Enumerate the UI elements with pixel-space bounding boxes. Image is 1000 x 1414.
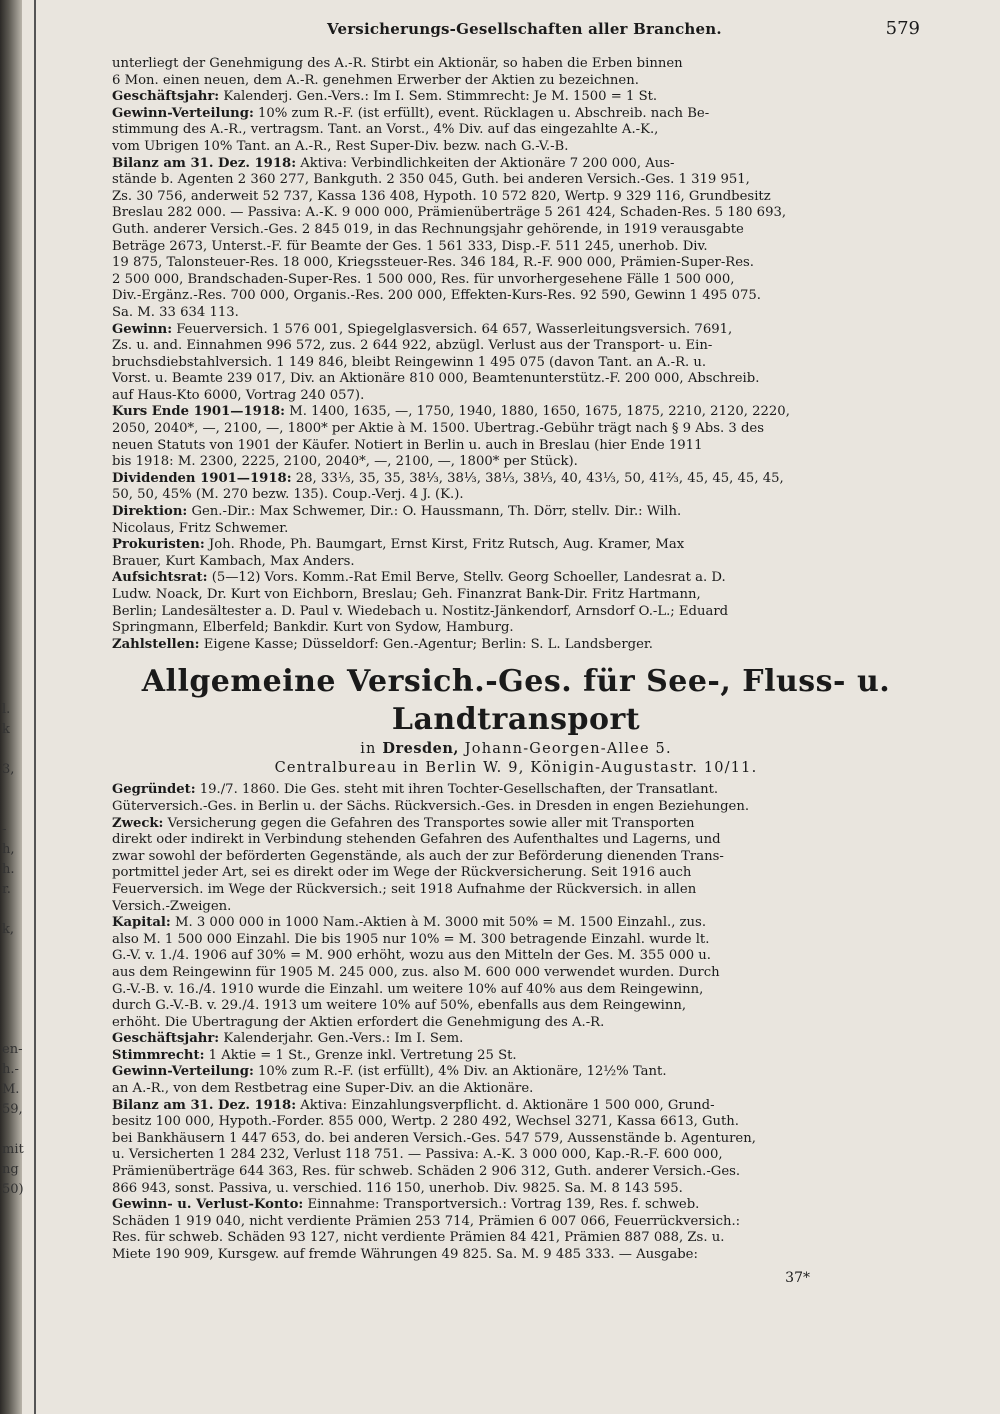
company-title: Allgemeine Versich.-Ges. für See-, Fluss- u. Landtransport <box>141 664 891 738</box>
text-line: Nicolaus, Fritz Schwemer. <box>112 520 289 536</box>
margin-fragment <box>2 1000 26 1020</box>
margin-fragment: 50) <box>2 1182 24 1197</box>
margin-fragment: l. <box>2 702 11 717</box>
text-line: Versich.-Zweigen. <box>112 898 232 914</box>
text-line: Dividenden 1901—1918: 28, 33⅓, 35, 35, 38⅓, 38⅓, 38⅓, 38⅓, 40, 43⅓, 50, 41⅔, 45, 45, 45, 45, <box>112 470 784 486</box>
margin-fragment: M. <box>2 1082 20 1097</box>
company-address: Johann-Georgen-Allee 5. <box>464 741 672 758</box>
text-line: Gegründet: 19./7. 1860. Die Ges. steht mit ihren Tochter-Gesellschaften, der Transatlant. <box>112 782 719 798</box>
margin-fragment <box>2 1020 26 1040</box>
text-line: Berlin; Landesältester a. D. Paul v. Wiedebach u. Nostitz-Jänkendorf, Arnsdorf O.-L.; Eduard <box>112 603 729 619</box>
text-line: Miete 190 909, Kursgew. auf fremde Währungen 49 825. Sa. M. 9 485 333. — Ausgabe: <box>112 1247 698 1262</box>
text-line: Prokuristen: Joh. Rhode, Ph. Baumgart, Ernst Kirst, Fritz Rutsch, Aug. Kramer, Max <box>112 537 685 553</box>
text-line: Kurs Ende 1901—1918: M. 1400, 1635, —, 1750, 1940, 1880, 1650, 1675, 1875, 2210, 2120, 2220, <box>112 404 790 420</box>
text-line: Geschäftsjahr: Kalenderjahr. Gen.-Vers.: Im I. Sem. <box>112 1031 464 1047</box>
text-line: Div.-Ergänz.-Res. 700 000, Organis.-Res. 200 000, Effekten-Kurs-Res. 92 590, Gewinn 1 495 075. <box>112 288 761 304</box>
text-line: neuen Statuts von 1901 der Käufer. Notiert in Berlin u. auch in Breslau (hier Ende 1911 <box>112 437 703 453</box>
text-line: Gewinn- u. Verlust-Konto: Einnahme: Transportversich.: Vortrag 139, Res. f. schweb. <box>112 1197 700 1213</box>
text-line: aus dem Reingewinn für 1905 M. 245 000, zus. also M. 600 000 verwendet wurden. Durch <box>112 964 720 980</box>
text-line: Springmann, Elberfeld; Bankdir. Kurt von Sydow, Hamburg. <box>112 620 514 636</box>
margin-fragment <box>2 1120 26 1140</box>
text-line: 19 875, Talonsteuer-Res. 18 000, Kriegssteuer-Res. 346 184, R.-F. 900 000, Prämien-Super-Res. <box>112 255 754 271</box>
section-2-text <box>112 782 920 1263</box>
company-city: Dresden, <box>382 740 459 758</box>
text-line: bis 1918: M. 2300, 2225, 2100, 2040*, —, 2100, —, 1800* per Stück). <box>112 454 578 470</box>
text-line: erhöht. Die Übertragung der Aktien erfordert die Genehmigung des A.-R. <box>112 1014 605 1030</box>
text-line: Kapital: M. 3 000 000 in 1000 Nam.-Aktien à M. 3000 mit 50% = M. 1500 Einzahl., zus. <box>112 915 707 931</box>
text-line: portmittel jeder Art, sei es direkt oder im Wege der Rückversicherung. Seit 1916 auch <box>112 865 692 881</box>
text-line: Prämienüberträge 644 363, Res. für schweb. Schäden 2 906 312, Guth. anderer Versich.-Ges. <box>112 1164 741 1180</box>
text-line: stimmung des A.-R., vertragsm. Tant. an Vorst., 4% Div. auf das eingezahlte A.-K., <box>112 122 659 138</box>
text-line: Aufsichtsrat: (5—12) Vors. Komm.-Rat Emil Berve, Stellv. Georg Schoeller, Landesrat a. D. <box>112 570 726 586</box>
document-page <box>112 18 920 1408</box>
margin-fragment: k <box>2 722 10 737</box>
margin-fragment <box>2 780 26 800</box>
text-line: vom Übrigen 10% Tant. an A.-R., Rest Super-Div. bezw. nach G.-V.-B. <box>112 138 569 154</box>
margin-fragment: h, <box>2 842 15 857</box>
text-line: durch G.-V.-B. v. 29./4. 1913 um weitere 10% auf 50%, ebenfalls aus dem Reingewinn, <box>112 998 687 1014</box>
margin-fragment: mit <box>2 1142 24 1157</box>
gutter-line <box>34 0 36 1414</box>
margin-fragment <box>2 980 26 1000</box>
company-bureau: Centralbureau in Berlin W. 9, Königin-Augustastr. 10/11. <box>274 760 758 777</box>
text-line: Gewinn-Verteilung: 10% zum R.-F. (ist erfüllt), 4% Div. an Aktionäre, 12½% Tant. <box>112 1064 667 1080</box>
text-line: Gewinn-Verteilung: 10% zum R.-F. (ist erfüllt), event. Rücklagen u. Abschreib. nach Be- <box>112 105 710 121</box>
text-line: also M. 1 500 000 Einzahl. Die bis 1905 nur 10% = M. 300 betragende Einzahl. wurde lt. <box>112 931 710 947</box>
text-line: unterliegt der Genehmigung des A.-R. Stirbt ein Aktionär, so haben die Erben binnen <box>112 56 683 71</box>
text-line: stände b. Agenten 2 360 277, Bankguth. 2 350 045, Guth. bei anderen Versich.-Ges. 1 319 951, <box>112 172 750 188</box>
text-line: G.-V. v. 1./4. 1906 auf 30% = M. 900 erhöht, wozu aus den Mitteln der Ges. M. 355 000 u. <box>112 948 711 964</box>
text-line: auf Haus-Kto 6000, Vortrag 240 057). <box>112 387 365 403</box>
text-line: Ludw. Noack, Dr. Kurt von Eichborn, Breslau; Geh. Finanzrat Bank-Dir. Fritz Hartmann, <box>112 587 701 602</box>
text-line: Geschäftsjahr: Kalenderj. Gen.-Vers.: Im I. Sem. Stimmrecht: Je M. 1500 = 1 St. <box>112 89 658 105</box>
margin-fragment <box>2 800 26 820</box>
text-line: Zweck: Versicherung gegen die Gefahren des Transportes sowie aller mit Transporten <box>112 815 695 831</box>
text-line: 50, 50, 45% (M. 270 bezw. 135). Coup.-Verj. 4 J. (K.). <box>112 487 464 503</box>
text-line: Beträge 2673, Unterst.-F. für Beamte der Ges. 1 561 333, Disp.-F. 511 245, unerhob. Div. <box>112 238 708 254</box>
margin-fragment: h. <box>2 862 15 877</box>
text-line: Res. für schweb. Schäden 93 127, nicht verdiente Prämien 84 421, Prämien 887 088, Zs. u. <box>112 1230 725 1246</box>
text-line: Breslau 282 000. — Passiva: A.-K. 9 000 000, Prämienüberträge 5 261 424, Schaden-Res. 5 180 693, <box>112 205 787 221</box>
margin-fragment: - <box>2 822 7 837</box>
text-line: 6 Mon. einen neuen, dem A.-R. genehmen Erwerber der Aktien zu bezeichnen. <box>112 72 639 88</box>
text-line: G.-V.-B. v. 16./4. 1910 wurde die Einzahl. um weitere 10% auf 40% aus dem Reingewinn, <box>112 981 704 997</box>
text-line: Bilanz am 31. Dez. 1918: Aktiva: Einzahlungsverpflicht. d. Aktionäre 1 500 000, Grund- <box>112 1097 715 1113</box>
margin-fragment: r. <box>2 882 11 897</box>
margin-fragment <box>2 960 26 980</box>
margin-fragment <box>2 740 26 760</box>
text-line: Zs. u. and. Einnahmen 996 572, zus. 2 644 922, abzügl. Verlust aus der Transport- u. Ein- <box>112 338 713 354</box>
margin-fragment: 3, <box>2 762 15 777</box>
text-line: Zahlstellen: Eigene Kasse; Düsseldorf: Gen.-Agentur; Berlin: S. L. Landsberger. <box>112 636 653 652</box>
text-line: Feuerversich. im Wege der Rückversich.; seit 1918 Aufnahme der Rückversich. in allen <box>112 881 697 897</box>
text-line: direkt oder indirekt in Verbindung stehenden Gefahren des Aufenthaltes und Lagerns, und <box>112 832 721 848</box>
text-line: Stimmrecht: 1 Aktie = 1 St., Grenze inkl. Vertretung 25 St. <box>112 1047 517 1063</box>
text-line: Brauer, Kurt Kambach, Max Anders. <box>112 553 355 569</box>
text-line: an A.-R., von dem Restbetrag eine Super-Div. an die Aktionäre. <box>112 1081 534 1097</box>
signature-mark: 37* <box>785 1269 810 1286</box>
running-head: Versicherungs-Gesellschaften aller Branchen. <box>327 20 722 38</box>
section-1-text <box>112 56 920 653</box>
company-heading <box>112 663 920 778</box>
text-line: 866 943, sonst. Passiva, u. verschied. 116 150, unerhob. Div. 9825. Sa. M. 8 143 595. <box>112 1180 683 1196</box>
margin-fragment: k, <box>2 922 15 937</box>
text-line: besitz 100 000, Hypoth.-Forder. 855 000, Wertp. 2 280 492, Wechsel 3271, Kassa 6613, Guth. <box>112 1114 739 1130</box>
margin-fragment: en- <box>2 1042 23 1057</box>
text-line: 2 500 000, Brandschaden-Super-Res. 1 500 000, Res. für unvorhergesehene Fälle 1 500 000, <box>112 271 735 287</box>
text-line: Gewinn: Feuerversich. 1 576 001, Spiegelglasversich. 64 657, Wasserleitungsversich. 7691, <box>112 321 733 337</box>
text-line: u. Versicherten 1 284 232, Verlust 118 751. — Passiva: A.-K. 3 000 000, Kap.-R.-F. 600 000, <box>112 1147 723 1163</box>
text-line: zwar sowohl der beförderten Gegenstände, als auch der zur Beförderung dienenden Trans- <box>112 848 724 864</box>
page-number: 579 <box>885 18 920 39</box>
text-line: Güterversich.-Ges. in Berlin u. der Sächs. Rückversich.-Ges. in Dresden in engen Beziehungen. <box>112 798 750 814</box>
margin-fragment <box>2 940 26 960</box>
margin-fragment <box>2 900 26 920</box>
text-line: Sa. M. 33 634 113. <box>112 304 239 320</box>
text-line: Schäden 1 919 040, nicht verdiente Prämien 253 714, Prämien 6 007 066, Feuerrückversich.: <box>112 1213 741 1229</box>
text-line: 2050, 2040*, —, 2100, —, 1800* per Aktie à M. 1500. Übertrag.-Gebühr trägt nach § 9 Abs. 3 des <box>112 421 764 437</box>
text-line: Direktion: Gen.-Dir.: Max Schwemer, Dir.: O. Haussmann, Th. Dörr, stellv. Dir.: Wilh. <box>112 504 682 520</box>
text-line: Zs. 30 756, anderweit 52 737, Kassa 136 408, Hypoth. 10 572 820, Wertp. 9 329 116, Grundbesitz <box>112 188 771 204</box>
text-line: Vorst. u. Beamte 239 017, Div. an Aktionäre 810 000, Beamtenunterstütz.-F. 200 000, Abschreib. <box>112 371 760 387</box>
text-line: Guth. anderer Versich.-Ges. 2 845 019, in das Rechnungsjahr gehörende, in 1919 verausgabte <box>112 221 744 237</box>
location-prefix: in <box>360 741 377 758</box>
company-location <box>112 739 920 759</box>
text-line: bei Bankhäusern 1 447 653, do. bei anderen Versich.-Ges. 547 579, Aussenstände b. Agenturen, <box>112 1130 756 1146</box>
margin-fragment: h.- <box>2 1062 19 1077</box>
text-line: Bilanz am 31. Dez. 1918: Aktiva: Verbindlichkeiten der Aktionäre 7 200 000, Aus- <box>112 155 675 171</box>
page-header <box>112 18 920 56</box>
margin-fragment: ng <box>2 1162 19 1177</box>
margin-fragment: 59, <box>2 1102 23 1117</box>
text-line: bruchsdiebstahlversich. 1 149 846, bleibt Reingewinn 1 495 075 (davon Tant. an A.-R. u. <box>112 354 707 370</box>
previous-page-margin-fragments <box>2 700 26 1200</box>
